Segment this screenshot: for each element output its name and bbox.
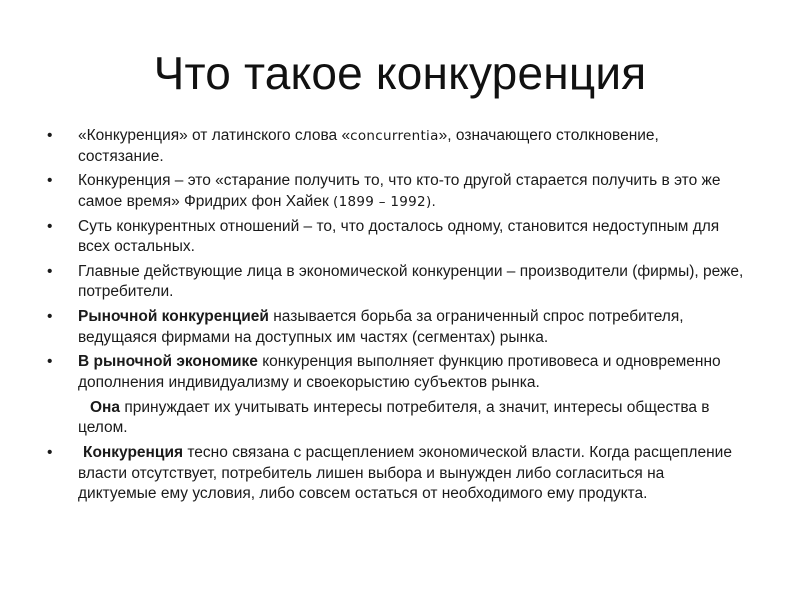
bullet-dot-icon: • (47, 127, 53, 144)
bullet-text: Суть конкурентных отношений – то, что досталось одному, становится недоступным для всех остальных. (78, 217, 720, 256)
bullet-dot-icon: • (47, 444, 53, 462)
bold-term: Конкуренция (83, 444, 184, 462)
latin-word: concurrentia (350, 128, 439, 144)
years: (1899 – 1992). (333, 193, 437, 210)
bullet-dot-icon: • (47, 353, 53, 371)
bullet-dot-icon: • (47, 308, 53, 326)
bullet-text: называется борьба за ограниченный спрос потребителя, ведущаяся фирмами на доступных им частях (сегментах) рынка. (78, 308, 684, 346)
bullet-text: Главные действующие лица в экономической конкуренции – производители (фирмы), реже, потребители. (78, 262, 744, 301)
bold-term: Рыночной конкуренцией (78, 308, 269, 326)
bullet-text: », означающего столкновение, состязание. (78, 127, 659, 165)
bullet-text: конкуренция выполняет функцию противовеса и одновременно дополнения индивидуализму и своекорыстию субъектов рынка. (78, 353, 721, 391)
slide-title: Что такое конкуренция (153, 47, 647, 99)
bullet-dot-icon: • (47, 217, 53, 235)
bullet-item-market-competition (47, 307, 747, 348)
bullet-item-power-split (47, 443, 747, 505)
bold-term: В рыночной экономике (78, 353, 258, 371)
bold-term: Она (90, 398, 121, 416)
bullet-text: принуждает их учитывать интересы потребителя, а значит, интересы общества в целом. (78, 398, 710, 437)
bullet-item-actors (47, 262, 747, 303)
bullet-text: Конкуренция – это «старание получить то, что кто-то другой старается получить в это же самое время» Фридрих фон Хайек (78, 172, 721, 210)
bullet-list (47, 126, 747, 509)
bullet-item-hayek (47, 171, 747, 212)
bullet-text: тесно связана с расщеплением экономической власти. Когда расщепление власти отсутствует, потребитель лишен выбора и вынужден либо согласиться на диктуемые ему условия, либо совсем остаться от необходимого ему продукта. (78, 444, 732, 503)
bullet-item-market-economy (47, 352, 747, 393)
bullet-text: «Конкуренция» от латинского слова « (78, 127, 351, 144)
bullet-dot-icon: • (47, 172, 53, 190)
bullet-item-essence (47, 217, 747, 258)
bullet-item-she-forces (47, 398, 747, 439)
bullet-item-etymology (47, 126, 747, 167)
bullet-dot-icon: • (47, 262, 53, 280)
